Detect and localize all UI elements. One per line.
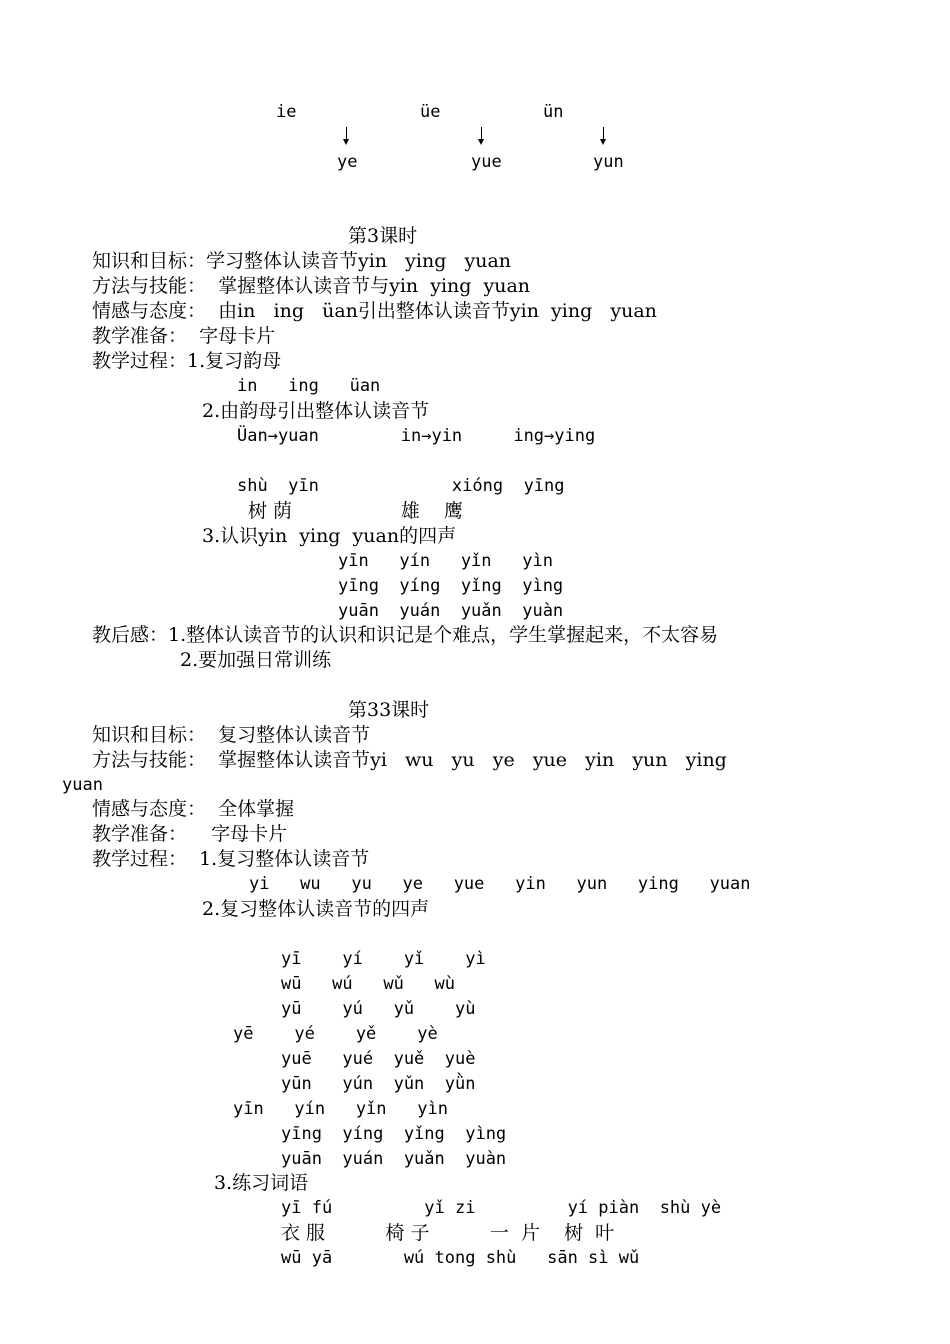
lesson33-tone-ye: yē yé yě yè [233,1024,438,1044]
lesson3-step2: 2.由韵母引出整体认读音节 [202,400,430,422]
lesson3-step3: 3.认识yin ying yuan的四声 [202,525,457,547]
lesson33-syllables: yi wu yu ye yue yin yun ying yuan [249,874,751,894]
lesson33-vocab-pinyin-2: wū yā wú tong shù sān sì wǔ [281,1248,640,1268]
lesson33-method: 方法与技能： 掌握整体认读音节yi wu yu ye yue yin yun ying [92,749,727,771]
lesson33-tone-yun: yūn yún yǔn yǜn [281,1074,476,1094]
lesson33-title: 第33课时 [348,699,430,721]
final-ue: üe [420,102,441,122]
lesson3-emotion: 情感与态度： 由in ing üan引出整体认读音节yin ying yuan [92,300,657,322]
final-ie: ie [276,102,297,122]
lesson3-pinyin-words: shù yīn xióng yīng [237,476,565,496]
lesson3-tone-yin: yīn yín yǐn yìn [338,551,553,571]
lesson3-hanzi-words: 树 荫 雄 鹰 [248,500,463,522]
lesson33-tone-yuan: yuān yuán yuǎn yuàn [281,1149,507,1169]
lesson33-tone-yue: yuē yué yuě yuè [281,1049,476,1069]
lesson33-tone-ying: yīng yíng yǐng yìng [281,1124,507,1144]
lesson3-goal: 知识和目标：学习整体认读音节yin ying yuan [92,250,512,272]
lesson3-method: 方法与技能： 掌握整体认读音节与yin ying yuan [92,275,531,297]
lesson3-tone-yuan: yuān yuán yuǎn yuàn [338,601,564,621]
lesson3-reflection-2: 2.要加强日常训练 [180,649,332,671]
lesson3-process: 教学过程：1.复习韵母 [92,350,282,372]
lesson3-title: 第3课时 [348,225,418,247]
lesson3-reflection-1: 教后感：1.整体认读音节的认识和识记是个难点，学生掌握起来，不太容易 [92,624,719,646]
lesson33-tone-yi: yī yí yǐ yì [281,949,486,969]
lesson3-finals: in ing üan [237,376,381,396]
lesson33-goal: 知识和目标： 复习整体认读音节 [92,724,371,746]
lesson33-emotion: 情感与态度： 全体掌握 [92,798,295,820]
syllable-yun: yun [593,152,624,172]
final-un: ün [543,102,564,122]
syllable-yue: yue [471,152,502,172]
lesson33-vocab-hanzi-1: 衣 服 椅 子 一 片 树 叶 [281,1222,615,1244]
lesson33-step3: 3.练习词语 [214,1172,309,1194]
syllable-ye: ye [337,152,358,172]
lesson33-prep: 教学准备： 字母卡片 [92,823,288,845]
lesson3-derive: Üan→yuan in→yin ing→ying [237,426,596,446]
lesson33-tone-yin: yīn yín yǐn yìn [233,1099,448,1119]
down-arrow-icon [603,127,604,143]
down-arrow-icon [481,127,482,143]
down-arrow-icon [346,127,347,143]
lesson3-prep: 教学准备： 字母卡片 [92,325,276,347]
lesson33-vocab-pinyin-1: yī fú yǐ zi yí piàn shù yè [281,1198,722,1218]
lesson33-tone-yu: yū yú yǔ yù [281,999,476,1019]
lesson33-process: 教学过程： 1.复习整体认读音节 [92,848,370,870]
lesson33-method-cont: yuan [62,775,103,795]
lesson33-step2: 2.复习整体认读音节的四声 [202,898,430,920]
lesson33-tone-wu: wū wú wǔ wù [281,974,455,994]
lesson3-tone-ying: yīng yíng yǐng yìng [338,576,564,596]
